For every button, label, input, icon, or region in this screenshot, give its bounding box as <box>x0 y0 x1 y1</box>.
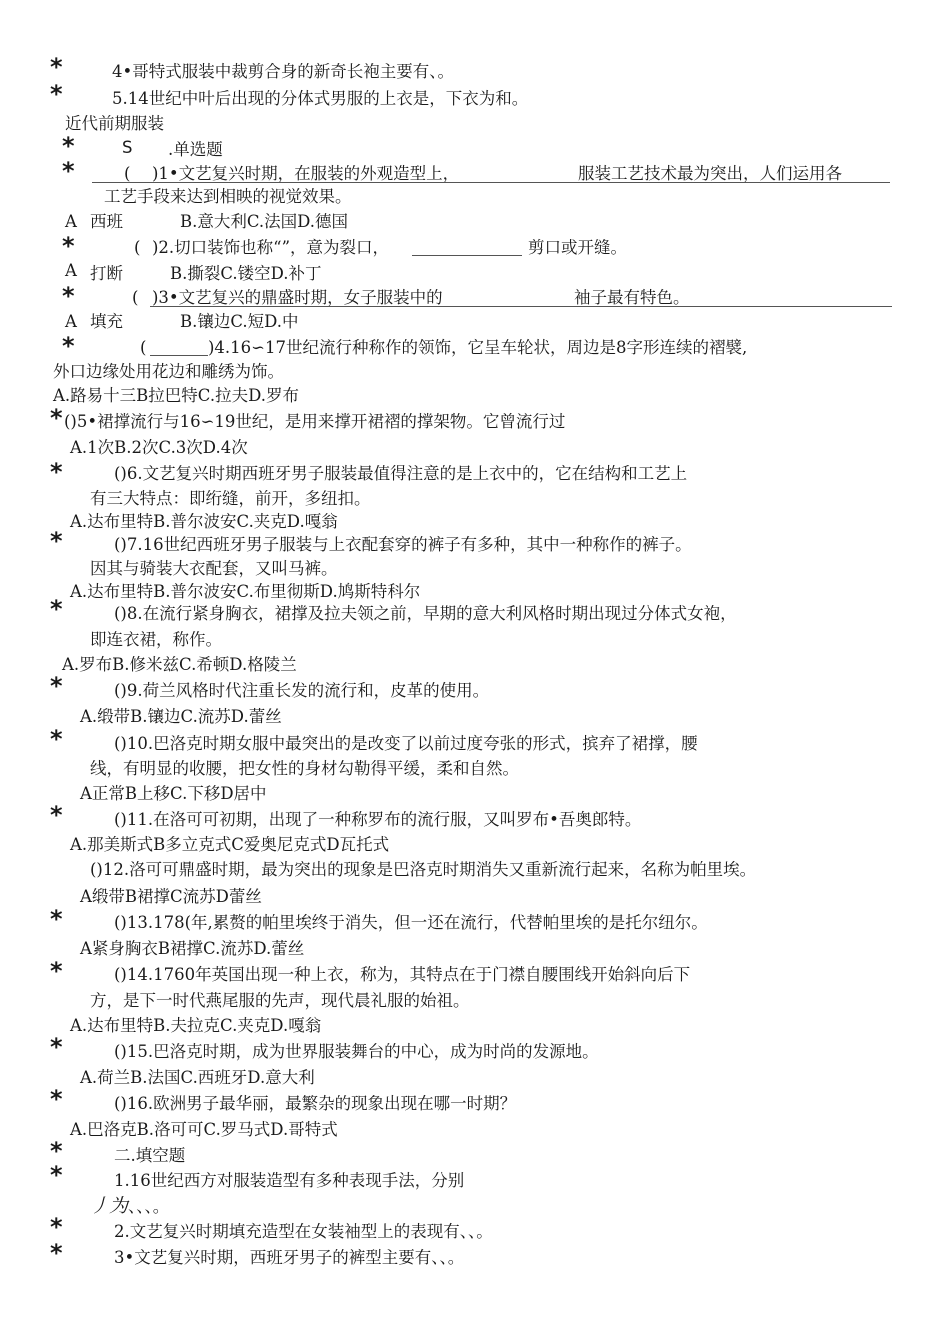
option-line: A.达布里特B.夫拉克C.夹克D.嘎翁 <box>70 1016 322 1035</box>
answer-blank-line <box>150 355 208 356</box>
question-line: )4.16∽17世纪流行种称作的领饰，它呈车轮状，周边是8字形连续的褶襞, <box>208 338 748 357</box>
question-line: 工艺手段来达到相映的视觉效果。 <box>104 187 352 206</box>
option-line: 填充 <box>90 312 123 331</box>
bullet-star: * <box>50 53 63 81</box>
question-line: 5.14世纪中叶后出现的分体式男服的上衣是，下衣为和。 <box>112 89 529 108</box>
question-line: )1•文艺复兴时期，在服装的外观造型上， <box>152 164 460 183</box>
question-line: 有三大特点：即绗缝，前开，多纽扣。 <box>90 489 371 508</box>
question-line: ()5•裙撑流行与16∽19世纪，是用来撑开裙褶的撑架物。它曾流行过 <box>64 412 566 431</box>
bullet-star: * <box>50 957 63 985</box>
bullet-star: * <box>62 132 75 160</box>
bullet-star: * <box>62 282 75 310</box>
bullet-star: * <box>50 527 63 555</box>
option-line: A.那美斯式B多立克式C爱奥尼克式D瓦托式 <box>70 835 390 854</box>
question-line: 外口边缘处用花边和雕绣为饰。 <box>53 362 284 381</box>
bullet-star: * <box>50 1085 63 1113</box>
question-line: 即连衣裙，称作。 <box>90 630 222 649</box>
section-marker: S <box>122 138 133 157</box>
question-line: 4•哥特式服装中裁剪合身的新奇长袍主要有、。 <box>112 62 454 81</box>
question-line: ()13.178(年,累赘的帕里埃终于消失，但一还在流行，代替帕里埃的是托尔纽尔。 <box>114 913 708 932</box>
option-line: B.意大利C.法国D.德国 <box>180 212 349 231</box>
question-line: ()16.欧洲男子最华丽，最繁杂的现象出现在哪一时期？ <box>114 1094 517 1113</box>
option-line: A.缎带B.镶边C.流苏D.蕾丝 <box>80 707 282 726</box>
question-line: ()10.巴洛克时期女服中最突出的是改变了以前过度夸张的形式，摈弃了裙撑，腰 <box>114 734 698 753</box>
bullet-star: * <box>50 1137 63 1165</box>
option-line: A.达布里特B.普尔波安C.夹克D.嘎翁 <box>70 512 338 531</box>
option-label: A <box>65 212 77 231</box>
question-line: ()14.1760年英国出现一种上衣，称为，其特点在于门襟自腰围线开始斜向后下 <box>114 965 691 984</box>
bullet-star: * <box>50 595 63 623</box>
option-label: A <box>65 261 77 280</box>
question-line: 3•文艺复兴时期，西班牙男子的裤型主要有、、。 <box>114 1248 465 1267</box>
question-line: 因其与骑装大衣配套，又叫马裤。 <box>90 559 338 578</box>
question-line: 1.16世纪西方对服装造型有多种表现手法，分别 <box>114 1171 465 1190</box>
question-line: ()11.在洛可可初期，出现了一种称罗布的流行服，又叫罗布•吾奥郎特。 <box>114 810 642 829</box>
question-line <box>90 1195 169 1218</box>
bullet-star: * <box>50 458 63 486</box>
option-line: A正常B上移C.下移D居中 <box>80 784 267 803</box>
bullet-star: * <box>50 404 63 432</box>
option-line: A.巴洛克B.洛可可C.罗马式D.哥特式 <box>70 1120 338 1139</box>
question-line: )3•文艺复兴的鼎盛时期，女子服装中的 <box>152 288 443 307</box>
bullet-star: * <box>50 1161 63 1189</box>
bullet-star: * <box>50 905 63 933</box>
question-paren: ( <box>124 164 131 183</box>
bullet-star: * <box>50 672 63 700</box>
option-line: A.达布里特B.普尔波安C.布里彻斯D.鸠斯特科尔 <box>70 582 421 601</box>
handwritten-mark: 丿为 <box>90 1195 129 1217</box>
question-line: ()15.巴洛克时期，成为世界服装舞台的中心，成为时尚的发源地。 <box>114 1042 599 1061</box>
option-line: A.荷兰B.法国C.西班牙D.意大利 <box>80 1068 315 1087</box>
question-line: ()8.在流行紧身胸衣，裙撑及拉夫领之前，早期的意大利风格时期出现过分体式女袍， <box>114 604 737 623</box>
section-heading-single-choice: .单选题 <box>168 140 223 159</box>
question-line: 方，是下一时代燕尾服的先声，现代晨礼服的始祖。 <box>90 991 470 1010</box>
option-line: B.镶边C.短D.中 <box>180 312 299 331</box>
option-line: 打断 <box>90 264 123 283</box>
answer-blank-line <box>412 255 522 256</box>
question-line: 服装工艺技术最为突出，人们运用各 <box>578 164 842 183</box>
bullet-star: * <box>62 157 75 185</box>
option-line: B.撕裂C.镂空D.补丁 <box>170 264 322 283</box>
option-label: A <box>65 312 77 331</box>
question-line: ()12.洛可可鼎盛时期，最为突出的现象是巴洛克时期消失又重新流行起来，名称为帕里埃。 <box>90 860 757 879</box>
question-line: ()7.16世纪西班牙男子服装与上衣配套穿的裤子有多种，其中一种称作的裤子。 <box>114 535 692 554</box>
bullet-star: * <box>62 332 75 360</box>
bullet-star: * <box>50 725 63 753</box>
option-line: A.罗布B.修米兹C.希顿D.格陵兰 <box>62 655 297 674</box>
option-line: A缎带B裙撑C流苏D蕾丝 <box>80 887 262 906</box>
question-line: 2.文艺复兴时期填充造型在女装袖型上的表现有、、。 <box>114 1222 493 1241</box>
question-line: ()6.文艺复兴时期西班牙男子服装最值得注意的是上衣中的，它在结构和工艺上 <box>114 464 688 483</box>
question-line: )2.切口装饰也称“”，意为裂口， <box>152 238 390 257</box>
question-line: 袖子最有特色。 <box>574 288 690 307</box>
question-paren: ( <box>140 338 147 357</box>
option-line: A.路易十三B拉巴特C.拉夫D.罗布 <box>53 386 299 405</box>
option-line: A紧身胸衣B裙撑C.流苏D.蕾丝 <box>80 939 305 958</box>
question-paren: ( <box>132 288 139 307</box>
bullet-star: * <box>50 801 63 829</box>
question-paren: ( <box>134 238 141 257</box>
question-line: 剪口或开缝。 <box>528 238 627 257</box>
bullet-star: * <box>50 1239 63 1267</box>
bullet-star: * <box>50 1213 63 1241</box>
bullet-star: * <box>50 1033 63 1061</box>
blank-separators: 、、、。 <box>128 1197 170 1216</box>
question-line: 线，有明显的收腰，把女性的身材勾勒得平缓，柔和自然。 <box>90 759 519 778</box>
section-heading-fill-in: 二.填空题 <box>114 1146 186 1165</box>
option-line: 西班 <box>90 212 123 231</box>
bullet-star: * <box>62 232 75 260</box>
answer-blank-line <box>150 306 892 307</box>
answer-blank-line <box>92 182 890 183</box>
bullet-star: * <box>50 80 63 108</box>
question-line: ()9.荷兰风格时代注重长发的流行和，皮革的使用。 <box>114 681 490 700</box>
section-title: 近代前期服装 <box>65 114 164 133</box>
option-line: A.1次B.2次C.3次D.4次 <box>70 438 248 457</box>
